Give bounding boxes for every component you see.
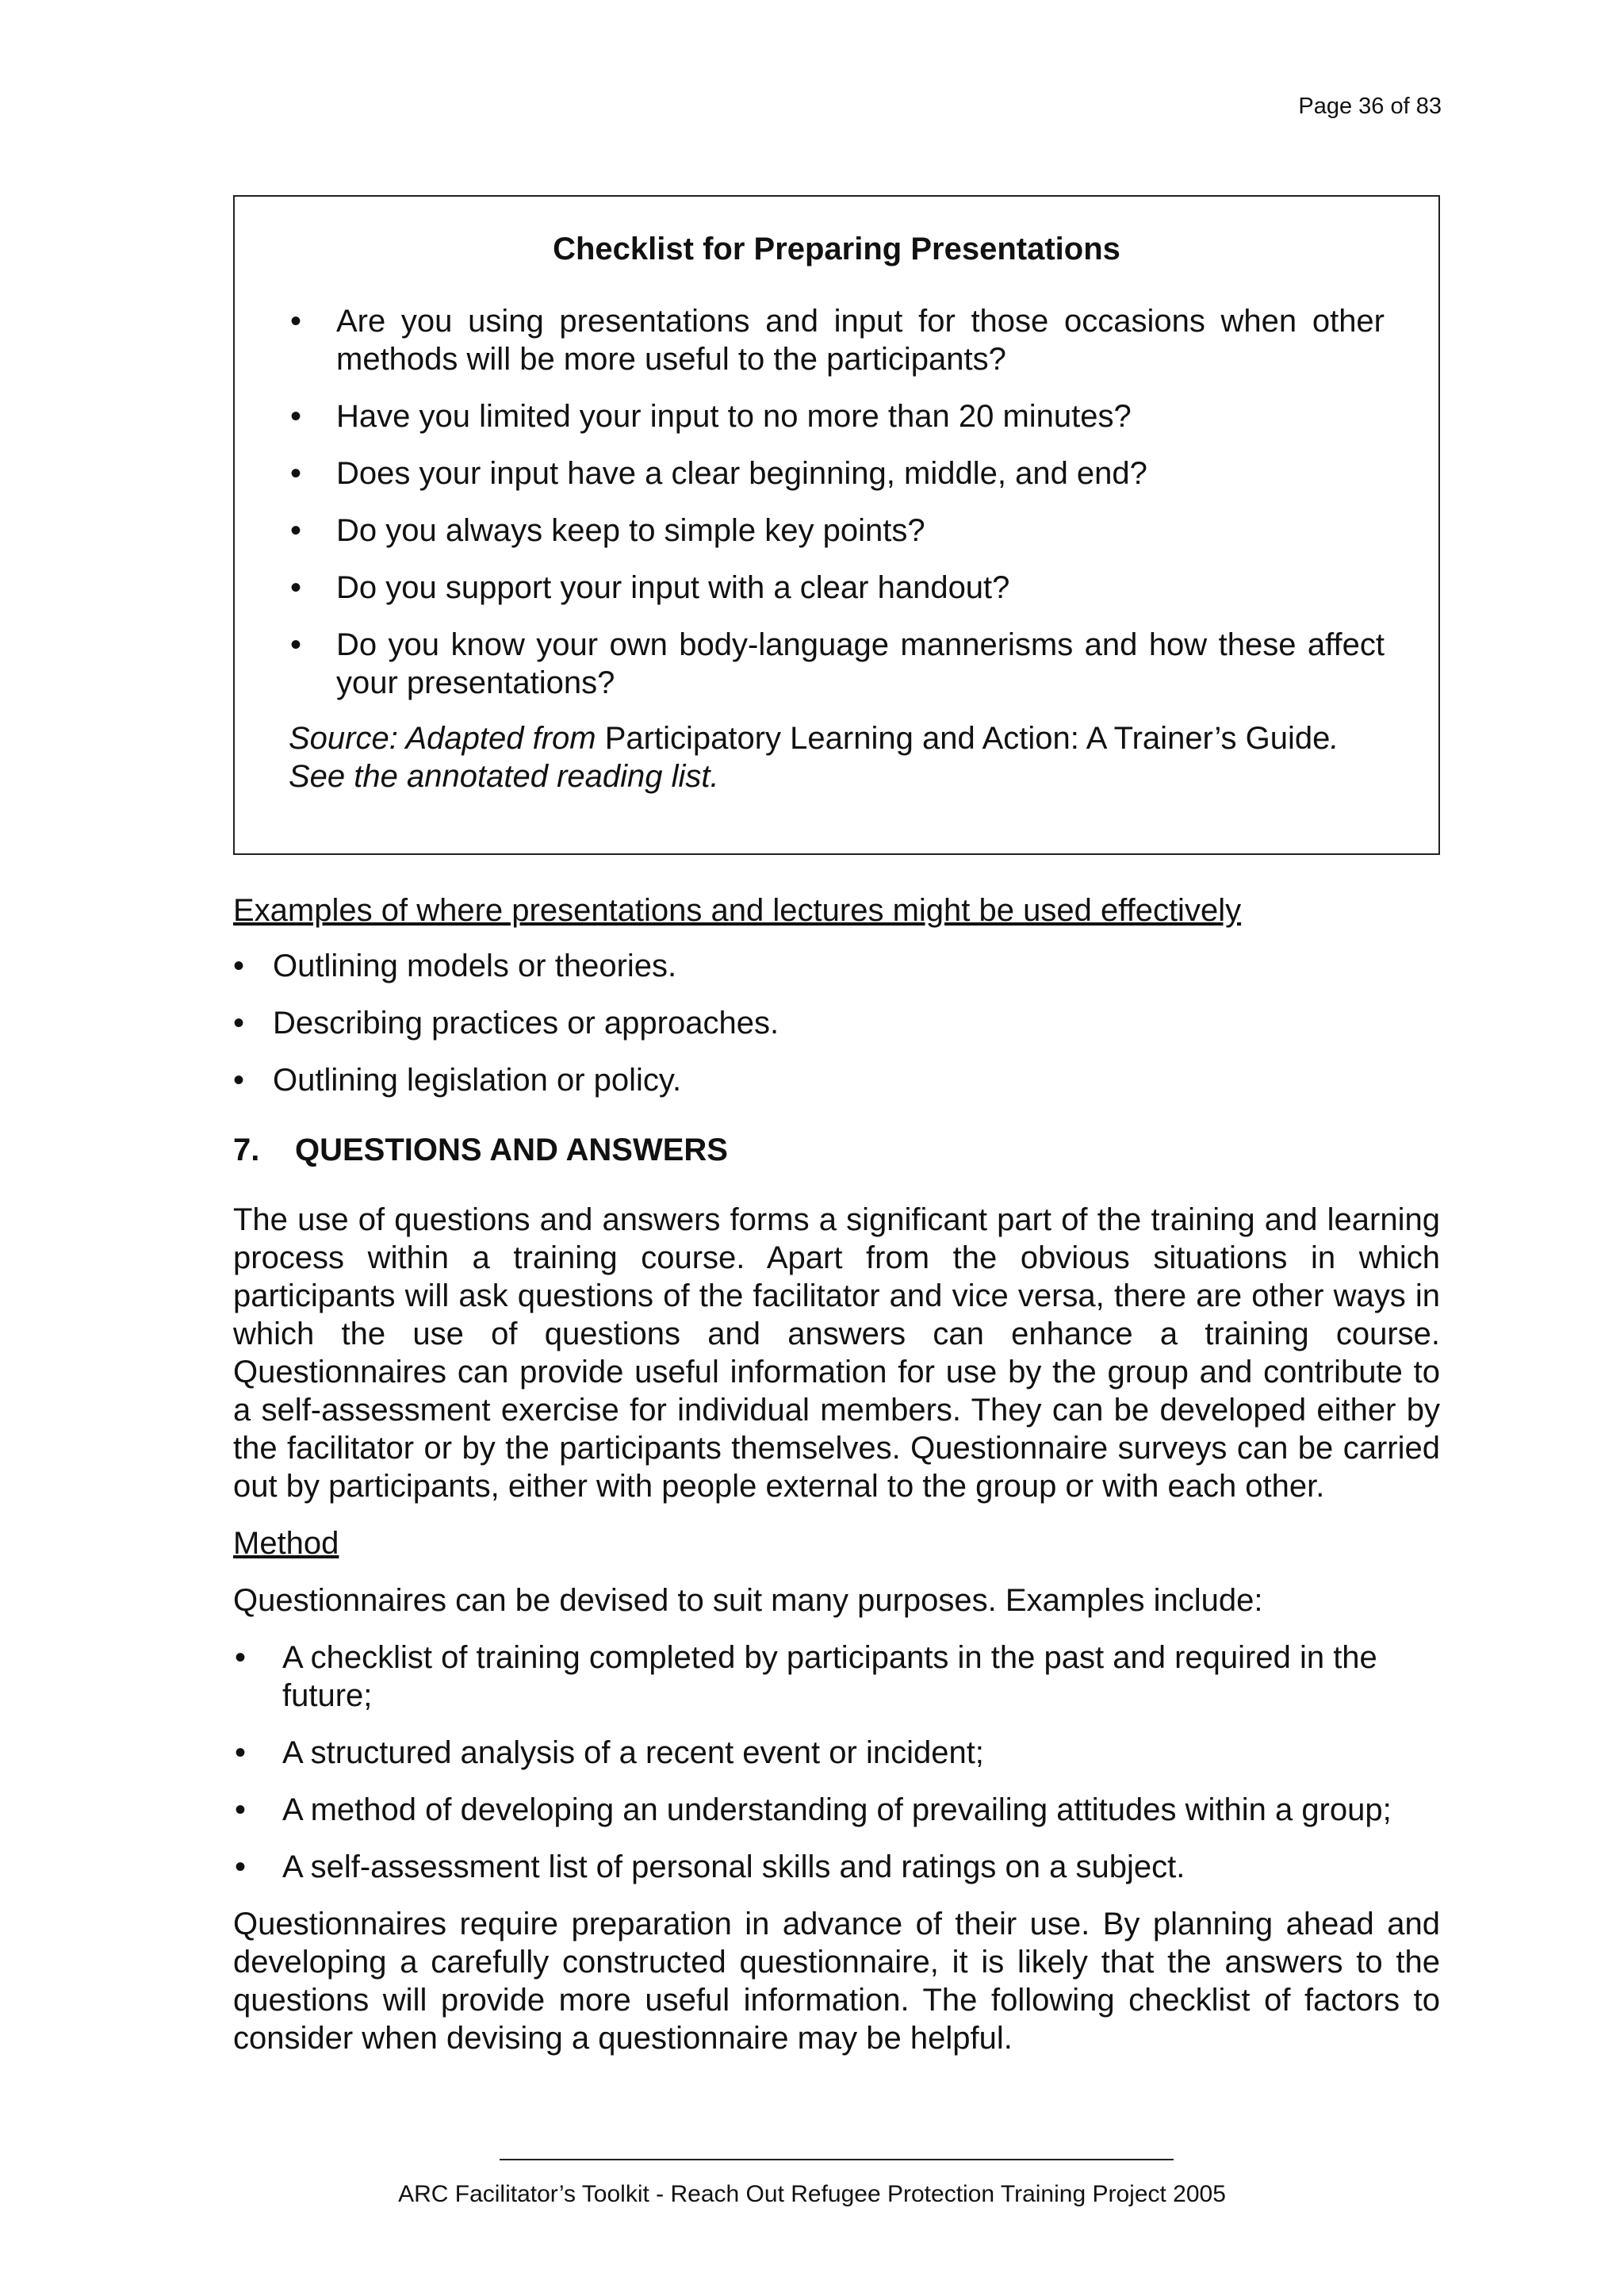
section-heading — [233, 1131, 1440, 1169]
main-content — [233, 891, 1440, 2076]
examples-item: • Describing practices or approaches. — [233, 1006, 779, 1041]
bullet-icon: • — [235, 1792, 247, 1827]
bullet-icon: • — [235, 1640, 247, 1675]
bullet-icon: • — [233, 1063, 245, 1098]
bullet-icon: • — [235, 1849, 247, 1884]
section-title: QUESTIONS AND ANSWERS — [295, 1133, 728, 1167]
bullet-icon: • — [290, 456, 302, 491]
method-intro: Questionnaires can be devised to suit many purposes. Examples include: — [233, 1583, 1263, 1618]
method-item: • A method of developing an understanding of prevailing attitudes within a group; — [235, 1792, 1392, 1827]
footer-text: ARC Facilitator’s Toolkit - Reach Out Refugee Protection Training Project 2005 — [398, 2181, 1226, 2207]
method-heading: Method — [233, 1526, 339, 1561]
method-list — [233, 1639, 1440, 1886]
intro-paragraph: The use of questions and answers forms a significant part of the training and learning process within a training course. Apart from the obvious situations in which participants will ask questions of the facilitator and vice versa, there are other ways in which the use of questions and answers can enhance a training course. Questionnaires can provide useful information for use by the group and contribute to a self-assessment exercise for individual members. They can be developed either by the facilitator or by the participants themselves. Questionnaire surveys can be carried out by participants, either with people external to the group or with each other. — [233, 1202, 1440, 1504]
method-item: • A checklist of training completed by participants in the past and required in the future; — [235, 1640, 1377, 1713]
source-prefix: Source: Adapted from — [289, 721, 596, 756]
bullet-icon: • — [290, 399, 302, 434]
checklist-item: • Do you support your input with a clear handout? — [290, 570, 1010, 605]
examples-heading: Examples of where presentations and lectures might be used effectively — [233, 893, 1242, 928]
page-number: Page 36 of 83 — [1298, 94, 1442, 119]
checklist-item: • Does your input have a clear beginning, middle, and end? — [290, 456, 1147, 491]
closing-paragraph: Questionnaires require preparation in advance of their use. By planning ahead and developing a carefully constructed questionnaire, it is likely that the answers to the questions will provide more useful information. The following checklist of factors to consider when devising a questionnaire may be helpful. — [233, 1907, 1440, 2056]
checklist-item: • Do you know your own body-language mannerisms and how these affect your presentations? — [290, 627, 1385, 700]
bullet-icon: • — [290, 570, 302, 605]
examples-item: • Outlining models or theories. — [233, 949, 677, 983]
checklist-source — [289, 719, 1385, 795]
examples-list — [233, 947, 1440, 1099]
bullet-icon: • — [290, 304, 302, 339]
bullet-icon: • — [290, 513, 302, 548]
checklist-list — [289, 302, 1385, 702]
checklist-title: Checklist for Preparing Presentations — [553, 232, 1120, 266]
checklist-item: • Are you using presentations and input for those occasions when other methods will be more useful to the participants? — [290, 304, 1385, 377]
bullet-icon: • — [235, 1735, 247, 1770]
section-number: 7. — [233, 1133, 260, 1167]
bullet-icon: • — [233, 949, 245, 983]
checklist-item: • Have you limited your input to no more than 20 minutes? — [290, 399, 1132, 434]
examples-item: • Outlining legislation or policy. — [233, 1063, 682, 1098]
bullet-icon: • — [233, 1006, 245, 1041]
method-item: • A structured analysis of a recent event or incident; — [235, 1735, 984, 1770]
method-item: • A self-assessment list of personal skills and ratings on a subject. — [235, 1849, 1185, 1884]
source-title: Participatory Learning and Action: A Trainer’s Guide — [604, 721, 1331, 756]
checklist-box — [233, 195, 1440, 855]
footer-divider — [500, 2159, 1174, 2160]
bullet-icon: • — [290, 627, 302, 662]
source-suffix: . See the annotated reading list. — [289, 721, 1339, 794]
checklist-item: • Do you always keep to simple key points? — [290, 513, 925, 548]
